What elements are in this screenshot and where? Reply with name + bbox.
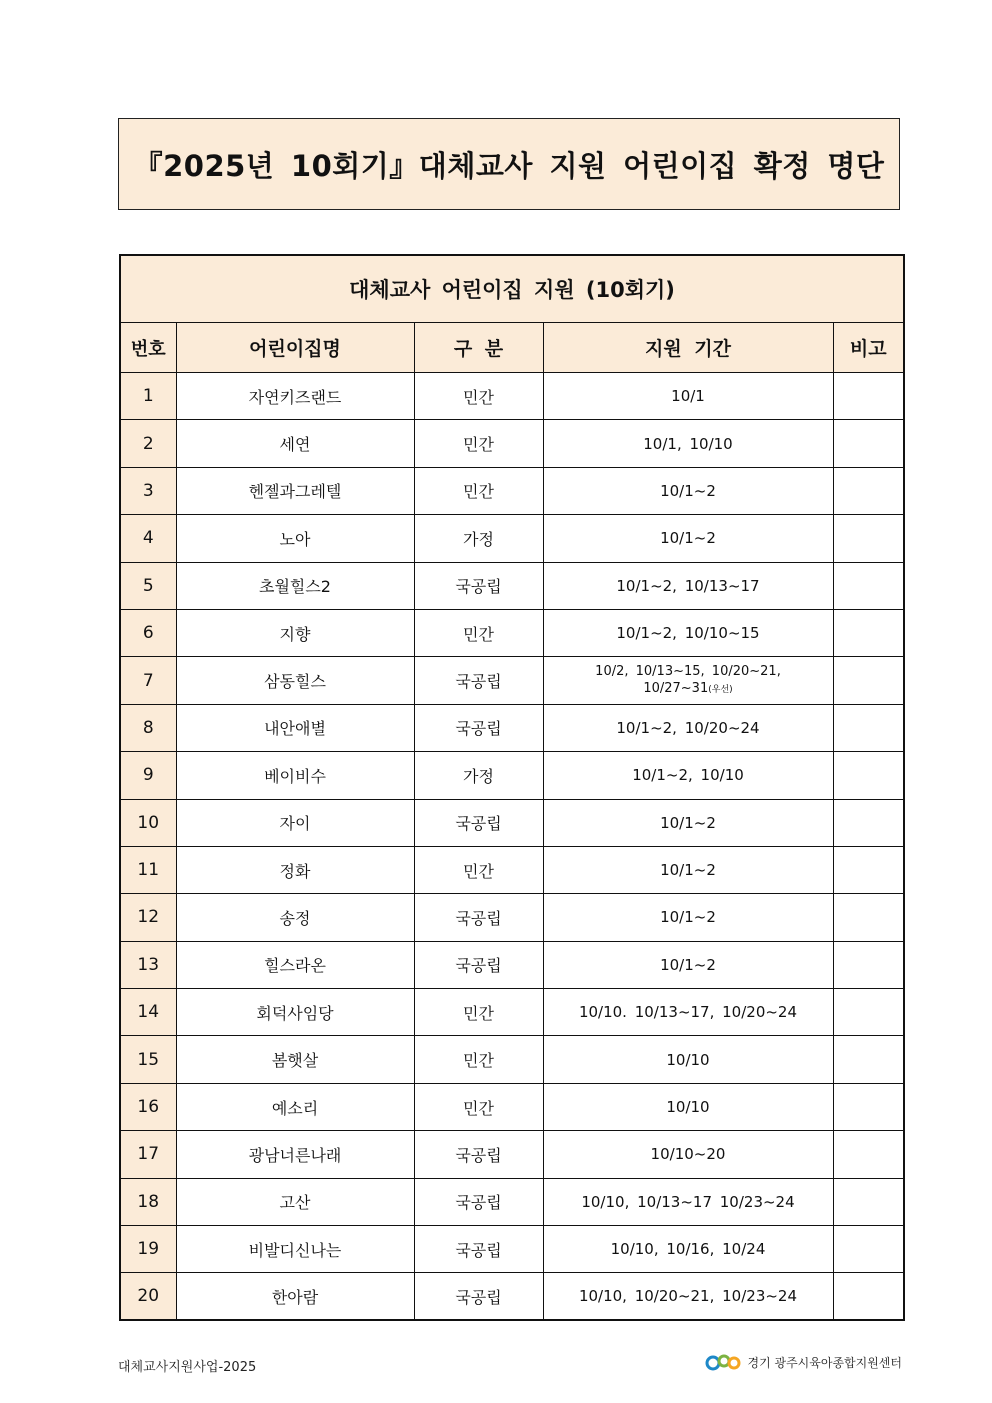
support-period: 10/1~2 bbox=[543, 894, 833, 941]
center-name: 예소리 bbox=[176, 1083, 414, 1130]
table-row bbox=[120, 1036, 904, 1083]
center-name: 지향 bbox=[176, 609, 414, 656]
support-period: 10/10, 10/20~21, 10/23~24 bbox=[543, 1273, 833, 1320]
center-type: 민간 bbox=[414, 420, 543, 467]
row-number: 16 bbox=[120, 1083, 176, 1130]
note-cell bbox=[833, 562, 904, 609]
row-number: 15 bbox=[120, 1036, 176, 1083]
support-period: 10/10, 10/16, 10/24 bbox=[543, 1226, 833, 1273]
footer-organization bbox=[705, 1352, 902, 1372]
center-name: 광남너른나래 bbox=[176, 1131, 414, 1178]
note-cell bbox=[833, 657, 904, 704]
support-period: 10/1~2 bbox=[543, 799, 833, 846]
center-name: 한아람 bbox=[176, 1273, 414, 1320]
center-type: 국공립 bbox=[414, 1131, 543, 1178]
table-row bbox=[120, 941, 904, 988]
support-period: 10/1~2 bbox=[543, 515, 833, 562]
center-name: 삼동힐스 bbox=[176, 657, 414, 704]
center-name: 힐스라온 bbox=[176, 941, 414, 988]
row-number: 13 bbox=[120, 941, 176, 988]
table-header-row bbox=[120, 323, 904, 373]
header-period: 지원 기간 bbox=[543, 323, 833, 373]
center-type: 민간 bbox=[414, 846, 543, 893]
center-type: 민간 bbox=[414, 1036, 543, 1083]
note-cell bbox=[833, 894, 904, 941]
note-cell bbox=[833, 420, 904, 467]
center-type: 민간 bbox=[414, 609, 543, 656]
center-logo-icon bbox=[705, 1352, 741, 1372]
support-period: 10/1, 10/10 bbox=[543, 420, 833, 467]
center-type: 국공립 bbox=[414, 799, 543, 846]
table-row bbox=[120, 752, 904, 799]
support-period: 10/10. 10/13~17, 10/20~24 bbox=[543, 989, 833, 1036]
support-period: 10/10 bbox=[543, 1036, 833, 1083]
row-number: 12 bbox=[120, 894, 176, 941]
support-period: 10/10 bbox=[543, 1083, 833, 1130]
table-row bbox=[120, 515, 904, 562]
support-period: 10/10, 10/13~17 10/23~24 bbox=[543, 1178, 833, 1225]
row-number: 1 bbox=[120, 373, 176, 420]
support-period-line2-wrap bbox=[544, 680, 833, 699]
note-cell bbox=[833, 609, 904, 656]
center-type: 국공립 bbox=[414, 704, 543, 751]
row-number: 17 bbox=[120, 1131, 176, 1178]
support-period-line1: 10/2, 10/13~15, 10/20~21, bbox=[595, 663, 781, 679]
row-number: 4 bbox=[120, 515, 176, 562]
priority-mark: (우선) bbox=[708, 684, 733, 695]
table-row bbox=[120, 989, 904, 1036]
note-cell bbox=[833, 1178, 904, 1225]
center-name: 내안애별 bbox=[176, 704, 414, 751]
table-caption-row bbox=[120, 255, 904, 323]
table-row bbox=[120, 704, 904, 751]
header-name: 어린이집명 bbox=[176, 323, 414, 373]
center-name: 자연키즈랜드 bbox=[176, 373, 414, 420]
center-name: 비발디신나는 bbox=[176, 1226, 414, 1273]
row-number: 9 bbox=[120, 752, 176, 799]
center-name: 봄햇살 bbox=[176, 1036, 414, 1083]
center-name: 세연 bbox=[176, 420, 414, 467]
row-number: 7 bbox=[120, 657, 176, 704]
row-number: 18 bbox=[120, 1178, 176, 1225]
center-name: 송정 bbox=[176, 894, 414, 941]
row-number: 8 bbox=[120, 704, 176, 751]
note-cell bbox=[833, 467, 904, 514]
row-number: 2 bbox=[120, 420, 176, 467]
table-row bbox=[120, 467, 904, 514]
support-period: 10/1~2 bbox=[543, 846, 833, 893]
note-cell bbox=[833, 752, 904, 799]
table-row bbox=[120, 1083, 904, 1130]
center-type: 국공립 bbox=[414, 1178, 543, 1225]
support-period: 10/1~2 bbox=[543, 941, 833, 988]
center-type: 국공립 bbox=[414, 562, 543, 609]
row-number: 6 bbox=[120, 609, 176, 656]
note-cell bbox=[833, 515, 904, 562]
table-row bbox=[120, 373, 904, 420]
center-name: 베이비수 bbox=[176, 752, 414, 799]
header-type: 구 분 bbox=[414, 323, 543, 373]
note-cell bbox=[833, 1131, 904, 1178]
document-title: 『2025년 10회기』대체교사 지원 어린이집 확정 명단 bbox=[133, 148, 885, 183]
center-type: 가정 bbox=[414, 515, 543, 562]
support-period-line2: 10/27~31 bbox=[643, 680, 709, 696]
header-number: 번호 bbox=[120, 323, 176, 373]
center-type: 국공립 bbox=[414, 1273, 543, 1320]
row-number: 14 bbox=[120, 989, 176, 1036]
center-name: 노아 bbox=[176, 515, 414, 562]
footer-organization-name: 경기 광주시육아종합지원센터 bbox=[747, 1355, 902, 1370]
center-type: 민간 bbox=[414, 1083, 543, 1130]
center-type: 민간 bbox=[414, 467, 543, 514]
support-period: 10/10~20 bbox=[543, 1131, 833, 1178]
note-cell bbox=[833, 1036, 904, 1083]
center-name: 정화 bbox=[176, 846, 414, 893]
header-note: 비고 bbox=[833, 323, 904, 373]
table-caption: 대체교사 어린이집 지원 (10회기) bbox=[120, 255, 904, 323]
table-row bbox=[120, 846, 904, 893]
center-name: 초월힐스2 bbox=[176, 562, 414, 609]
row-number: 10 bbox=[120, 799, 176, 846]
table-row bbox=[120, 562, 904, 609]
note-cell bbox=[833, 799, 904, 846]
note-cell bbox=[833, 846, 904, 893]
note-cell bbox=[833, 941, 904, 988]
center-type: 민간 bbox=[414, 989, 543, 1036]
note-cell bbox=[833, 704, 904, 751]
table-row bbox=[120, 609, 904, 656]
row-number: 5 bbox=[120, 562, 176, 609]
support-period: 10/1 bbox=[543, 373, 833, 420]
support-period: 10/1~2, 10/13~17 bbox=[543, 562, 833, 609]
row-number: 3 bbox=[120, 467, 176, 514]
note-cell bbox=[833, 1273, 904, 1320]
support-period: 10/1~2, 10/10~15 bbox=[543, 609, 833, 656]
note-cell bbox=[833, 989, 904, 1036]
row-number: 20 bbox=[120, 1273, 176, 1320]
support-period: 10/1~2, 10/10 bbox=[543, 752, 833, 799]
support-period: 10/1~2, 10/20~24 bbox=[543, 704, 833, 751]
center-type: 국공립 bbox=[414, 1226, 543, 1273]
table-row bbox=[120, 894, 904, 941]
center-type: 국공립 bbox=[414, 894, 543, 941]
center-name: 고산 bbox=[176, 1178, 414, 1225]
row-number: 11 bbox=[120, 846, 176, 893]
footer-project-label: 대체교사지원사업-2025 bbox=[118, 1360, 257, 1375]
note-cell bbox=[833, 373, 904, 420]
table-row bbox=[120, 420, 904, 467]
table-row bbox=[120, 1131, 904, 1178]
center-type: 국공립 bbox=[414, 941, 543, 988]
center-type: 가정 bbox=[414, 752, 543, 799]
row-number: 19 bbox=[120, 1226, 176, 1273]
table-row bbox=[120, 1273, 904, 1320]
note-cell bbox=[833, 1226, 904, 1273]
table-row bbox=[120, 799, 904, 846]
support-period-multiline bbox=[543, 657, 833, 704]
table-row bbox=[120, 1178, 904, 1225]
center-type: 국공립 bbox=[414, 657, 543, 704]
support-period: 10/1~2 bbox=[543, 467, 833, 514]
table-row bbox=[120, 1226, 904, 1273]
center-name: 헨젤과그레텔 bbox=[176, 467, 414, 514]
roster-table bbox=[119, 254, 905, 1321]
table-row bbox=[120, 657, 904, 704]
center-name: 자이 bbox=[176, 799, 414, 846]
note-cell bbox=[833, 1083, 904, 1130]
center-type: 민간 bbox=[414, 373, 543, 420]
table-body bbox=[120, 373, 904, 1321]
center-name: 회덕사임당 bbox=[176, 989, 414, 1036]
title-box bbox=[118, 118, 900, 210]
